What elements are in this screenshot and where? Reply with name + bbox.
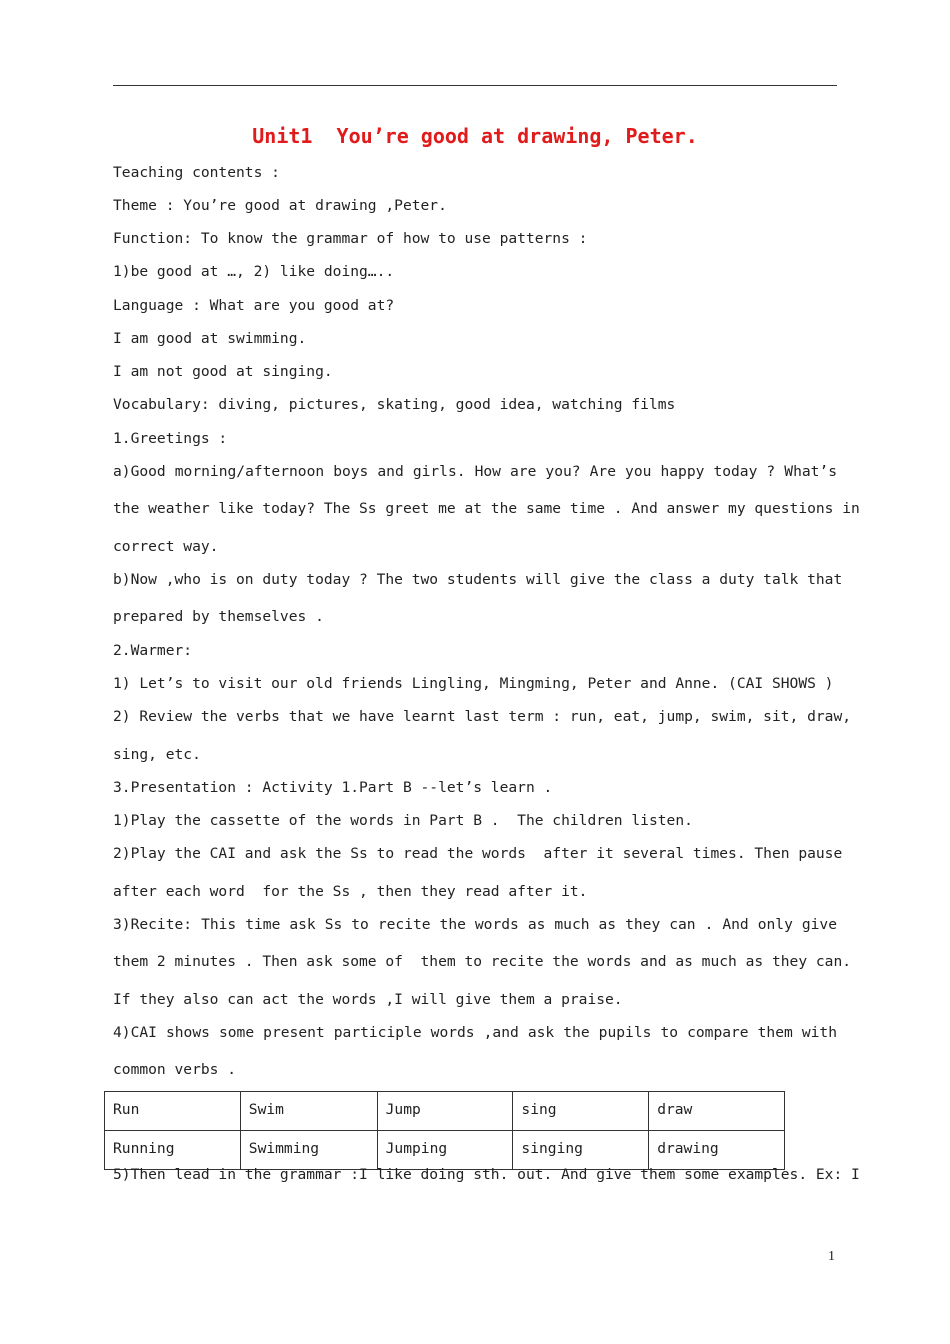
text-line: 4)CAI shows some present participle words ,and ask the pupils to compare them with xyxy=(113,1024,837,1041)
text-line: Theme : You’re good at drawing ,Peter. xyxy=(113,197,447,214)
verb-table xyxy=(104,1091,785,1170)
text-line: after each word for the Ss , then they read after it. xyxy=(113,883,588,900)
table-cell: draw xyxy=(649,1092,785,1131)
page-number: 1 xyxy=(828,1249,835,1264)
section-heading: 1.Greetings : xyxy=(113,430,228,447)
text-line: Vocabulary: diving, pictures, skating, good idea, watching films xyxy=(113,396,676,413)
text-line: a)Good morning/afternoon boys and girls. How are you? Are you happy today ? What’s xyxy=(113,463,837,480)
text-line: prepared by themselves . xyxy=(113,608,324,625)
text-line: 1)Play the cassette of the words in Part B . The children listen. xyxy=(113,812,693,829)
table-cell: Jumping xyxy=(377,1131,513,1170)
text-line: 3)Recite: This time ask Ss to recite the words as much as they can . And only give xyxy=(113,916,837,933)
text-line: Teaching contents : xyxy=(113,164,280,181)
text-line: Function: To know the grammar of how to use patterns : xyxy=(113,230,588,247)
text-line: the weather like today? The Ss greet me at the same time . And answer my questions in xyxy=(113,500,860,517)
text-line: sing, etc. xyxy=(113,746,201,763)
table-cell: sing xyxy=(513,1092,649,1131)
text-line: If they also can act the words ,I will give them a praise. xyxy=(113,991,623,1008)
document-title: Unit1 You’re good at drawing, Peter. xyxy=(252,124,698,148)
text-line: I am good at swimming. xyxy=(113,330,307,347)
text-line: correct way. xyxy=(113,538,219,555)
text-line: Language : What are you good at? xyxy=(113,297,395,314)
text-line: b)Now ,who is on duty today ? The two students will give the class a duty talk that xyxy=(113,571,843,588)
table-row xyxy=(105,1092,785,1131)
text-line: 1) Let’s to visit our old friends Lingling, Mingming, Peter and Anne. (CAI SHOWS ) xyxy=(113,675,834,692)
table-row xyxy=(105,1131,785,1170)
table-cell: Swimming xyxy=(240,1131,377,1170)
text-line: 5)Then lead in the grammar :I like doing sth. out. And give them some examples. Ex: I xyxy=(113,1166,860,1183)
table-cell: Jump xyxy=(377,1092,513,1131)
text-line: 2) Review the verbs that we have learnt last term : run, eat, jump, swim, sit, draw, xyxy=(113,708,852,725)
text-line: 2)Play the CAI and ask the Ss to read the words after it several times. Then pause xyxy=(113,845,843,862)
section-heading: 2.Warmer: xyxy=(113,642,193,659)
table-cell: Swim xyxy=(240,1092,377,1131)
table-cell: singing xyxy=(513,1131,649,1170)
text-line: I am not good at singing. xyxy=(113,363,333,380)
section-heading: 3.Presentation : Activity 1.Part B --let’s learn . xyxy=(113,779,553,796)
header-rule xyxy=(113,85,837,86)
table-cell: Running xyxy=(105,1131,241,1170)
text-line: them 2 minutes . Then ask some of them to recite the words and as much as they can. xyxy=(113,953,852,970)
table-cell: drawing xyxy=(649,1131,785,1170)
text-line: 1)be good at …, 2) like doing….. xyxy=(113,263,403,280)
table-cell: Run xyxy=(105,1092,241,1131)
text-line: common verbs . xyxy=(113,1061,237,1078)
